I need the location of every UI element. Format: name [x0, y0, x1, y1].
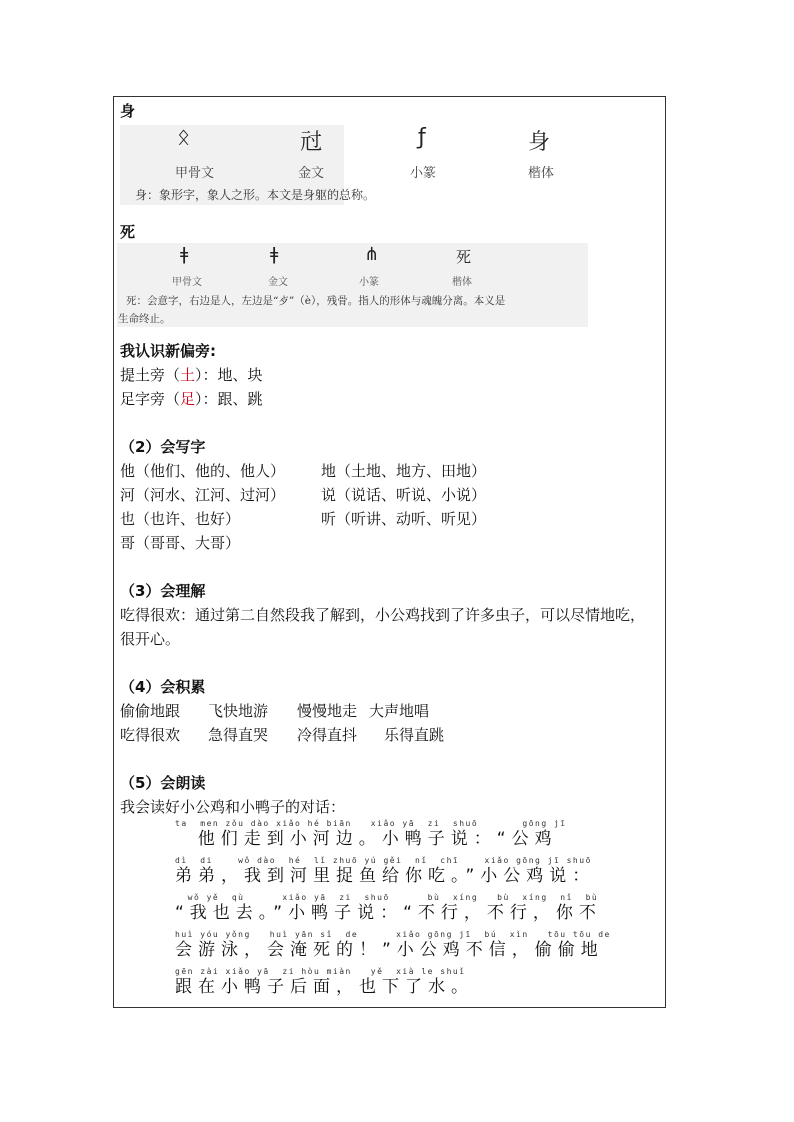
radical-line-tu [120, 365, 263, 385]
radical-label: 提土旁（ [120, 366, 181, 384]
pinyin: gēn zài xiǎo yā zi hòu miàn yě xià le shuǐ [175, 967, 466, 976]
form-label-seal: 小篆 [359, 277, 379, 288]
reading-line [175, 967, 474, 997]
form-label-seal: 小篆 [410, 166, 437, 181]
char-si-description-line2: 生命终止。 [118, 313, 171, 325]
write-item: 哥（哥哥、大哥） [120, 534, 241, 552]
form-label-bronze: 金文 [268, 277, 288, 288]
char-shen-description: 身：象形字，象人之形。本文是身躯的总称。 [135, 188, 376, 202]
pinyin: wǒ yě qù xiǎo yā zi shuō bù xíng bù xíng nǐ bù [175, 893, 599, 902]
hanzi: 跟在小鸭子后面，也下了水。 [175, 977, 474, 997]
write-heading: （2）会写字 [120, 438, 206, 456]
oracle-bone-glyph: ǂ [180, 244, 189, 265]
hanzi: “我也去。”小鸭子说：“不行，不行，你不 [175, 903, 602, 923]
reading-line [175, 819, 567, 849]
write-item: 听（听讲、动听、听见） [321, 510, 487, 528]
reading-line [175, 930, 611, 960]
accumulate-heading: （4）会积累 [120, 678, 206, 696]
regular-glyph: 死 [456, 248, 472, 266]
write-item: 河（河水、江河、过河） [120, 486, 286, 504]
form-label-regular: 楷体 [528, 166, 555, 181]
form-label-oracle: 甲骨文 [172, 277, 202, 288]
oracle-bone-glyph: ᛟ [177, 125, 191, 150]
radical-label: 足字旁（ [120, 390, 181, 408]
radical-line-zu [120, 389, 263, 409]
reading-line [175, 856, 595, 886]
phrase: 偷偷地跟 [120, 702, 181, 720]
radical-char: 足 [180, 390, 196, 408]
form-label-regular: 楷体 [452, 277, 472, 288]
form-label-bronze: 金文 [298, 166, 325, 181]
write-item: 地（土地、地方、田地） [321, 462, 487, 480]
phrase: 大声地唱 [369, 702, 430, 720]
understand-text-line1: 吃得很欢：通过第二自然段我了解到，小公鸡找到了许多虫子，可以尽情地吃， [120, 606, 646, 624]
reading-intro: 我会读好小公鸡和小鸭子的对话： [120, 798, 346, 816]
phrase: 冷得直抖 [297, 726, 358, 744]
understand-heading: （3）会理解 [120, 582, 206, 600]
hanzi: 会游泳，会淹死的！”小公鸡不信，偷偷地 [175, 940, 604, 960]
radical-char: 土 [180, 366, 196, 384]
pinyin: huì yóu yǒng huì yān sǐ de xiǎo gōng jī bú xìn tōu tōu de [175, 930, 611, 939]
pinyin: ta men zǒu dào xiǎo hé biān xiǎo yā zi shuō gōng jī [175, 819, 567, 828]
char-si-title: 死 [120, 223, 136, 241]
write-item: 他（他们、他的、他人） [120, 462, 286, 480]
radical-examples: ）：跟、跳 [195, 390, 263, 408]
hanzi: 他们走到小河边。小鸭子说：“公鸡 [175, 829, 558, 849]
phrase: 飞快地游 [208, 702, 269, 720]
reading-line [175, 893, 602, 923]
char-si-description-line1: 死：会意字，右边是人，左边是“歺”（è），残骨。指人的形体与魂魄分离。本义是 [126, 295, 506, 307]
form-label-oracle: 甲骨文 [175, 166, 215, 181]
phrase: 慢慢地走 [297, 702, 358, 720]
write-item: 也（也许、也好） [120, 510, 241, 528]
radicals-heading: 我认识新偏旁: [120, 342, 216, 360]
phrase: 吃得很欢 [120, 726, 181, 744]
pinyin: dì di wǒ dào hé lǐ zhuō yú gěi nǐ chī xiǎo gōng jī shuō [175, 856, 592, 865]
radical-examples: ）：地、块 [195, 366, 263, 384]
bronze-glyph: ǂ [270, 244, 279, 265]
phrase: 急得直哭 [208, 726, 269, 744]
hanzi: 弟弟，我到河里捉鱼给你吃。”小公鸡说： [175, 866, 596, 886]
bronze-glyph: 㝴 [300, 130, 323, 155]
regular-glyph: 身 [528, 130, 551, 155]
understand-text-line2: 很开心。 [120, 630, 181, 648]
seal-glyph: ƒ [418, 125, 426, 150]
phrase: 乐得直跳 [384, 726, 445, 744]
char-shen-title: 身 [120, 102, 136, 120]
write-item: 说（说话、听说、小说） [321, 486, 487, 504]
reading-heading: （5）会朗读 [120, 774, 206, 792]
seal-glyph: ⋔ [364, 244, 380, 265]
